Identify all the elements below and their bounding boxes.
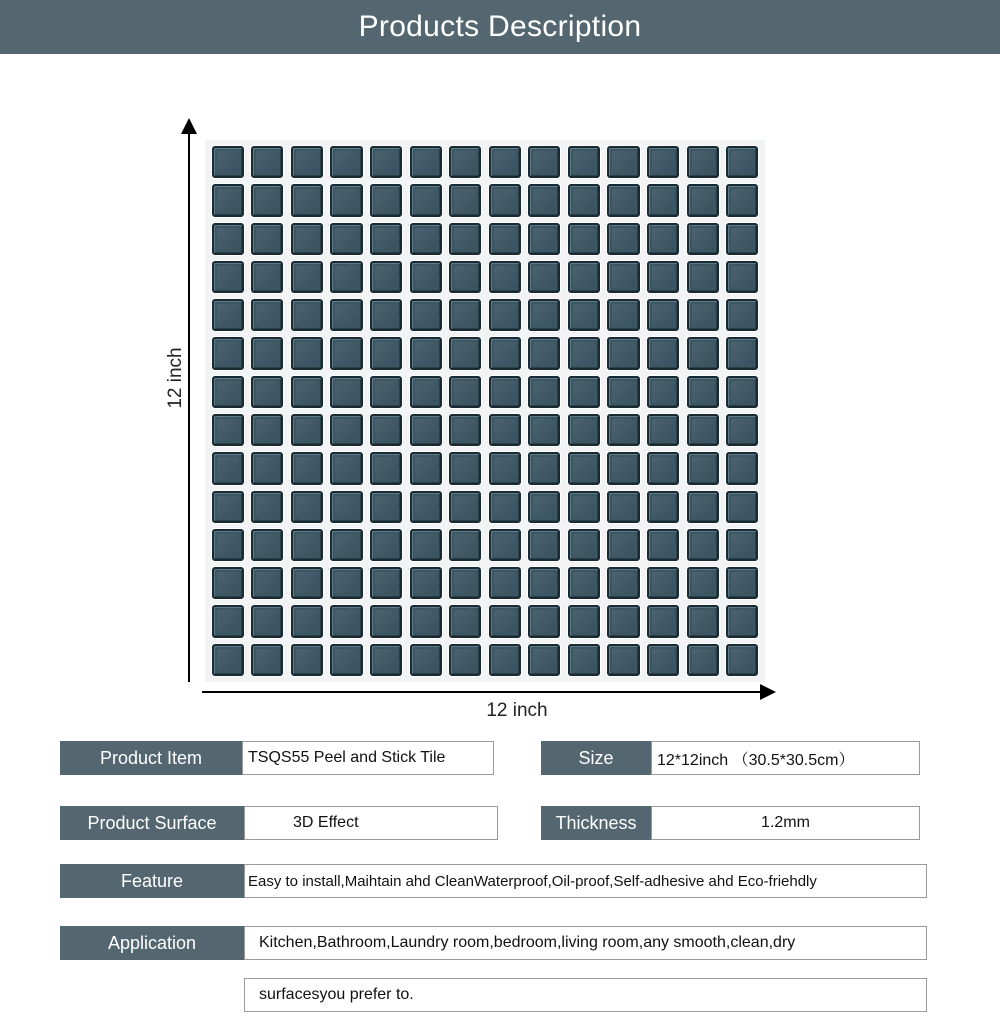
application-value-line2: [244, 978, 927, 1012]
mosaic-tile: [647, 299, 679, 331]
mosaic-tile: [251, 644, 283, 676]
mosaic-tile: [528, 605, 560, 637]
mosaic-tile: [410, 644, 442, 676]
mosaic-tile: [528, 223, 560, 255]
mosaic-tile: [528, 299, 560, 331]
mosaic-tile: [568, 529, 600, 561]
mosaic-tile: [568, 299, 600, 331]
mosaic-tile: [607, 376, 639, 408]
mosaic-tile: [370, 605, 402, 637]
mosaic-tile: [647, 146, 679, 178]
mosaic-tile: [330, 491, 362, 523]
mosaic-tile: [370, 184, 402, 216]
mosaic-tile: [607, 605, 639, 637]
mosaic-tile: [251, 605, 283, 637]
mosaic-tile: [291, 605, 323, 637]
mosaic-tile: [251, 452, 283, 484]
product-surface-label: Product Surface: [60, 806, 244, 840]
mosaic-tile: [568, 605, 600, 637]
mosaic-tile: [330, 605, 362, 637]
feature-label: Feature: [60, 864, 244, 898]
mosaic-tile: [449, 376, 481, 408]
mosaic-tile: [647, 644, 679, 676]
mosaic-tile: [212, 223, 244, 255]
mosaic-tile: [370, 567, 402, 599]
mosaic-tile: [410, 605, 442, 637]
mosaic-tile: [251, 337, 283, 369]
mosaic-tile: [330, 529, 362, 561]
mosaic-tile: [687, 414, 719, 446]
mosaic-tile: [726, 376, 758, 408]
mosaic-tile: [449, 261, 481, 293]
mosaic-tile: [449, 529, 481, 561]
mosaic-tile: [489, 529, 521, 561]
mosaic-tile: [330, 414, 362, 446]
mosaic-tile: [726, 644, 758, 676]
mosaic-tile: [330, 261, 362, 293]
mosaic-tile: [212, 184, 244, 216]
mosaic-tile: [410, 567, 442, 599]
mosaic-tile: [449, 491, 481, 523]
product-item-text: TSQS55 Peel and Stick Tile: [248, 749, 446, 766]
mosaic-tile: [607, 567, 639, 599]
mosaic-tile: [370, 376, 402, 408]
mosaic-tile: [291, 491, 323, 523]
header-banner: [0, 0, 1000, 54]
mosaic-tile: [489, 223, 521, 255]
mosaic-tile: [291, 567, 323, 599]
mosaic-tile: [251, 146, 283, 178]
product-item-label: Product Item: [60, 741, 242, 775]
mosaic-tile: [370, 261, 402, 293]
mosaic-tile: [687, 605, 719, 637]
mosaic-tile: [687, 529, 719, 561]
mosaic-tile: [212, 452, 244, 484]
height-axis-line: [188, 130, 190, 682]
mosaic-tile: [212, 414, 244, 446]
mosaic-tile: [489, 567, 521, 599]
mosaic-tile: [330, 184, 362, 216]
mosaic-tile: [489, 605, 521, 637]
mosaic-tile: [410, 184, 442, 216]
mosaic-tile: [489, 644, 521, 676]
mosaic-tile: [726, 223, 758, 255]
mosaic-tile: [449, 299, 481, 331]
mosaic-tile: [410, 223, 442, 255]
mosaic-tile: [330, 146, 362, 178]
mosaic-tile: [687, 146, 719, 178]
mosaic-tile: [726, 337, 758, 369]
mosaic-tile: [687, 452, 719, 484]
mosaic-tile: [449, 223, 481, 255]
mosaic-tile: [251, 299, 283, 331]
mosaic-tile: [568, 261, 600, 293]
feature-value: [244, 864, 927, 898]
mosaic-tile: [449, 644, 481, 676]
application-text-line1: Kitchen,Bathroom,Laundry room,bedroom,living room,any smooth,clean,dry: [259, 934, 796, 951]
mosaic-tile: [687, 184, 719, 216]
height-label: 12 inch: [165, 347, 186, 409]
mosaic-tile: [647, 414, 679, 446]
mosaic-tile: [647, 337, 679, 369]
mosaic-tile: [568, 452, 600, 484]
mosaic-tile: [291, 376, 323, 408]
mosaic-tile: [251, 184, 283, 216]
mosaic-tile: [687, 337, 719, 369]
mosaic-tile: [726, 146, 758, 178]
mosaic-tile: [330, 567, 362, 599]
mosaic-tile: [449, 567, 481, 599]
mosaic-tile: [489, 261, 521, 293]
mosaic-tile: [251, 261, 283, 293]
mosaic-tile: [489, 299, 521, 331]
mosaic-tile: [330, 223, 362, 255]
size-label: Size: [541, 741, 651, 775]
mosaic-tile: [687, 376, 719, 408]
mosaic-tile: [251, 223, 283, 255]
mosaic-tile: [212, 376, 244, 408]
width-axis-line: [202, 691, 762, 693]
product-surface-value: [244, 806, 498, 840]
mosaic-tile: [607, 414, 639, 446]
mosaic-tile: [607, 491, 639, 523]
mosaic-tile: [291, 261, 323, 293]
mosaic-tile: [291, 184, 323, 216]
mosaic-tile: [212, 529, 244, 561]
mosaic-tile: [370, 414, 402, 446]
mosaic-tile: [607, 529, 639, 561]
mosaic-tile: [726, 491, 758, 523]
mosaic-tile: [726, 452, 758, 484]
mosaic-tile: [489, 184, 521, 216]
mosaic-tile: [528, 184, 560, 216]
mosaic-tile: [687, 567, 719, 599]
mosaic-tile: [687, 644, 719, 676]
mosaic-tile: [568, 146, 600, 178]
mosaic-tile: [568, 337, 600, 369]
mosaic-tile: [410, 529, 442, 561]
mosaic-tile: [449, 605, 481, 637]
mosaic-tile: [212, 299, 244, 331]
mosaic-tile: [607, 146, 639, 178]
product-surface-text: 3D Effect: [293, 814, 359, 831]
mosaic-tile: [410, 261, 442, 293]
mosaic-tile: [251, 414, 283, 446]
mosaic-tile: [330, 299, 362, 331]
mosaic-tile: [607, 337, 639, 369]
mosaic-tile: [212, 146, 244, 178]
mosaic-tile: [607, 223, 639, 255]
mosaic-tile: [647, 261, 679, 293]
mosaic-tile: [489, 414, 521, 446]
mosaic-tile: [528, 414, 560, 446]
mosaic-tile: [568, 376, 600, 408]
mosaic-tile: [410, 491, 442, 523]
thickness-value: [651, 806, 920, 840]
mosaic-tile: [251, 567, 283, 599]
mosaic-tile: [330, 376, 362, 408]
mosaic-tile: [647, 567, 679, 599]
mosaic-tile: [647, 376, 679, 408]
mosaic-tile: [607, 299, 639, 331]
mosaic-tile: [489, 452, 521, 484]
mosaic-tile: [212, 605, 244, 637]
product-item-value: [242, 741, 494, 775]
mosaic-tile: [410, 299, 442, 331]
mosaic-tile: [568, 491, 600, 523]
tile-sheet: [205, 140, 765, 682]
mosaic-tile: [489, 146, 521, 178]
mosaic-tile: [687, 261, 719, 293]
mosaic-tile: [726, 261, 758, 293]
mosaic-tile: [291, 452, 323, 484]
mosaic-tile: [647, 452, 679, 484]
mosaic-tile: [687, 299, 719, 331]
mosaic-tile: [212, 567, 244, 599]
mosaic-tile: [607, 452, 639, 484]
mosaic-tile: [212, 644, 244, 676]
mosaic-tile: [607, 644, 639, 676]
mosaic-tile: [449, 184, 481, 216]
mosaic-tile: [370, 491, 402, 523]
mosaic-tile: [647, 184, 679, 216]
mosaic-tile: [291, 414, 323, 446]
mosaic-tile: [489, 376, 521, 408]
mosaic-tile: [568, 567, 600, 599]
mosaic-tile: [607, 261, 639, 293]
mosaic-tile: [330, 337, 362, 369]
mosaic-tile: [330, 644, 362, 676]
mosaic-tile: [687, 491, 719, 523]
mosaic-tile: [647, 491, 679, 523]
mosaic-tile: [726, 184, 758, 216]
mosaic-tile: [370, 529, 402, 561]
application-text-line2: surfacesyou prefer to.: [259, 986, 414, 1003]
mosaic-tile: [726, 529, 758, 561]
mosaic-tile: [251, 376, 283, 408]
mosaic-tile: [528, 529, 560, 561]
mosaic-tile: [251, 491, 283, 523]
mosaic-tile: [726, 567, 758, 599]
application-value-line1: [244, 926, 927, 960]
mosaic-tile: [726, 414, 758, 446]
mosaic-tile: [330, 452, 362, 484]
mosaic-tile: [528, 261, 560, 293]
mosaic-tile: [528, 644, 560, 676]
mosaic-tile: [568, 414, 600, 446]
mosaic-tile: [291, 644, 323, 676]
mosaic-tile: [726, 605, 758, 637]
mosaic-tile: [370, 644, 402, 676]
thickness-text: 1.2mm: [761, 814, 810, 831]
width-label: 12 inch: [486, 700, 548, 721]
mosaic-tile: [212, 337, 244, 369]
mosaic-tile: [449, 146, 481, 178]
mosaic-tile: [410, 146, 442, 178]
mosaic-tile: [370, 299, 402, 331]
mosaic-tile: [528, 376, 560, 408]
arrow-right-icon: [760, 684, 776, 700]
mosaic-tile: [251, 529, 283, 561]
mosaic-tile: [410, 337, 442, 369]
mosaic-tile: [410, 414, 442, 446]
mosaic-tile: [449, 452, 481, 484]
mosaic-tile: [528, 567, 560, 599]
mosaic-tile: [726, 299, 758, 331]
arrow-up-icon: [181, 118, 197, 134]
size-text: 12*12inch （30.5*30.5cm）: [657, 751, 855, 769]
mosaic-tile: [212, 261, 244, 293]
mosaic-tile: [449, 337, 481, 369]
mosaic-tile: [291, 529, 323, 561]
mosaic-tile: [528, 337, 560, 369]
mosaic-tile: [291, 337, 323, 369]
mosaic-tile: [568, 644, 600, 676]
mosaic-tile: [370, 146, 402, 178]
size-value: [651, 741, 920, 775]
mosaic-tile: [449, 414, 481, 446]
mosaic-tile: [410, 452, 442, 484]
mosaic-tile: [410, 376, 442, 408]
mosaic-tile: [370, 452, 402, 484]
mosaic-tile: [647, 529, 679, 561]
mosaic-tile: [528, 491, 560, 523]
mosaic-tile: [489, 491, 521, 523]
page-title: Products Description: [358, 10, 642, 43]
mosaic-tile: [370, 223, 402, 255]
mosaic-tile: [291, 146, 323, 178]
mosaic-tile: [489, 337, 521, 369]
mosaic-tile: [568, 184, 600, 216]
mosaic-tile: [647, 223, 679, 255]
mosaic-tile: [212, 491, 244, 523]
application-label: Application: [60, 926, 244, 960]
mosaic-tile: [291, 223, 323, 255]
mosaic-tile: [647, 605, 679, 637]
mosaic-tile: [528, 452, 560, 484]
feature-text: Easy to install,Maihtain ahd CleanWaterproof,Oil-proof,Self-adhesive ahd Eco-friehdly: [248, 872, 817, 890]
thickness-label: Thickness: [541, 806, 651, 840]
mosaic-tile: [568, 223, 600, 255]
mosaic-tile: [528, 146, 560, 178]
mosaic-tile: [607, 184, 639, 216]
mosaic-tile: [291, 299, 323, 331]
mosaic-tile: [687, 223, 719, 255]
mosaic-tile: [370, 337, 402, 369]
